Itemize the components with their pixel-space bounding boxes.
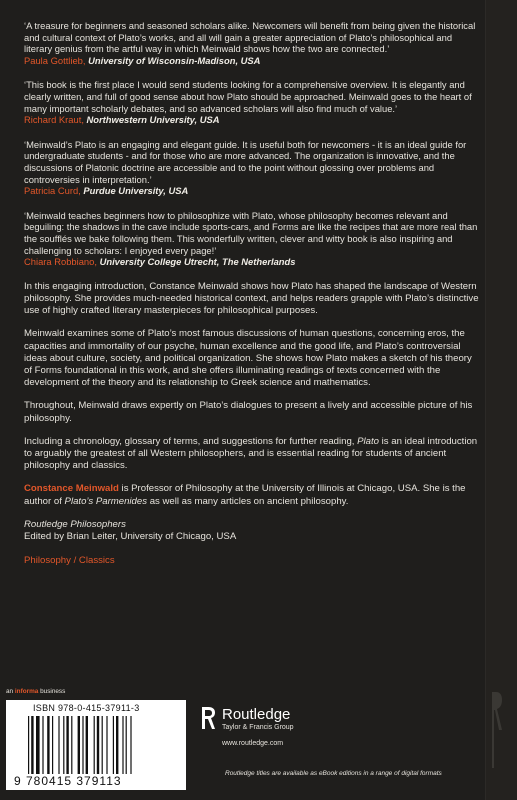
description-paragraph: Throughout, Meinwald draws expertly on Plato’s dialogues to present a lively and accessible picture of his philosophy. xyxy=(24,400,473,424)
reviewer-name: Richard Kraut, xyxy=(24,114,84,126)
quote-attribution xyxy=(24,256,482,268)
author-bio-text: is Professor of Philosophy at the University of Illinois at Chicago, USA. She is the author of xyxy=(24,483,466,507)
author-bio-text: as well as many articles on ancient philosophy. xyxy=(147,495,349,507)
quote-text: ‘Meinwald’s Plato is an engaging and elegant guide. It is useful both for newcomers - it is an ideal guide for undergraduate students - and for those who are more advanced. The organization is innovative, and the discussions of Platonic doctrine are accessible and to the point without glossing over problems and controversies in interpretation.’ xyxy=(24,138,467,185)
informa-business-label: an informa business xyxy=(6,688,66,695)
quote-attribution xyxy=(24,55,482,67)
series-title: Routledge Philosophers xyxy=(24,518,126,530)
author-book-title: Plato’s Parmenides xyxy=(64,495,148,507)
reviewer-institution: University of Wisconsin-Madison, USA xyxy=(88,54,261,66)
reviewer-name: Patricia Curd, xyxy=(24,185,81,197)
description-paragraph: Meinwald examines some of Plato’s most famous discussions of human questions, concerning eros, the capacities and immortality of our psyche, human excellence and the good life, and Plato’s controversial ideas about culture, society, and political organization. She shows how Plato makes a sketch of his theory of Forms foundational in this work, and she offers illuminating readings of texts concerned with the development of the theory and its relationship to Greek science and mathematics. xyxy=(24,328,472,389)
routledge-logo-icon xyxy=(200,705,216,731)
series-editor: Edited by Brian Leiter, University of Chicago, USA xyxy=(24,530,237,542)
reviewer-institution: Northwestern University, USA xyxy=(86,114,220,126)
barcode-digits: 9 780415 379113 xyxy=(14,774,122,788)
description-paragraph: In this engaging introduction, Constance Meinwald shows how Plato has shaped the landscape of Western philosophy. She provides much-needed historical context, and helps readers grapple with Plato’s distinctive use of highly crafted literary masterpieces for philosophical purposes. xyxy=(24,280,479,317)
reading-text: is an ideal introduction to arguably the greatest of all Western philosophers, and is essential reading for students of ancient philosophy and classics. xyxy=(24,435,478,472)
reading-paragraph xyxy=(24,436,482,473)
reviewer-name: Chiara Robbiano, xyxy=(24,256,97,268)
reading-text: Including a chronology, glossary of terms, and suggestions for further reading, xyxy=(24,435,358,447)
informa-brand: informa xyxy=(14,688,39,695)
author-name: Constance Meinwald xyxy=(24,483,119,495)
quote-attribution xyxy=(24,185,482,197)
book-title: Plato xyxy=(357,435,379,447)
reviewer-name: Paula Gottlieb, xyxy=(24,54,86,66)
barcode xyxy=(6,700,186,790)
quote-text: ‘This book is the first place I would send students looking for a comprehensive overview. It is elegantly and clearly written, and full of good sense about how Plato should be approached. Meinwald goes to the heart of many important scholarly debates, and so advanced scholars will also find much of value.’ xyxy=(24,79,472,114)
publisher-url: www.routledge.com xyxy=(222,740,284,747)
back-cover-text xyxy=(24,20,482,566)
review-quote xyxy=(24,139,482,197)
reviewer-institution: University College Utrecht, The Netherlands xyxy=(99,256,296,268)
routledge-spine-icon xyxy=(491,690,503,770)
review-quote xyxy=(24,79,482,125)
author-bio xyxy=(24,483,482,507)
review-quote xyxy=(24,20,482,66)
quote-attribution xyxy=(24,114,482,126)
reviewer-institution: Purdue University, USA xyxy=(83,185,189,197)
publisher-name: Routledge xyxy=(222,706,291,723)
quote-text: ‘Meinwald teaches beginners how to philosophize with Plato, whose philosophy becomes relevant and beguiling: the shadows in the cave include sports-cars, and Forms are like the recipes that are more real than the soufflés we bake following them. This wonderfully written, clever and witty book is also inspiring and challenging to scholars: I enjoyed every page!’ xyxy=(24,209,478,256)
publisher-group: Taylor & Francis Group xyxy=(222,724,294,731)
subject-category: Philosophy / Classics xyxy=(24,555,115,567)
quote-text: ‘A treasure for beginners and seasoned scholars alike. Newcomers will benefit from being given the historical and cultural context of Plato’s works, and all will gain a greater appreciation of Plato’s philosophical and literary genius from the artful way in which Meinwald shows how the two are connected.’ xyxy=(24,20,476,55)
review-quote xyxy=(24,210,482,268)
ebook-note: Routledge titles are available as eBook editions in a range of digital formats xyxy=(225,770,442,777)
spine-edge xyxy=(485,0,517,800)
barcode-bars xyxy=(28,716,178,774)
series-info xyxy=(24,519,482,543)
isbn-text: ISBN 978-0-415-37911-3 xyxy=(33,703,140,713)
